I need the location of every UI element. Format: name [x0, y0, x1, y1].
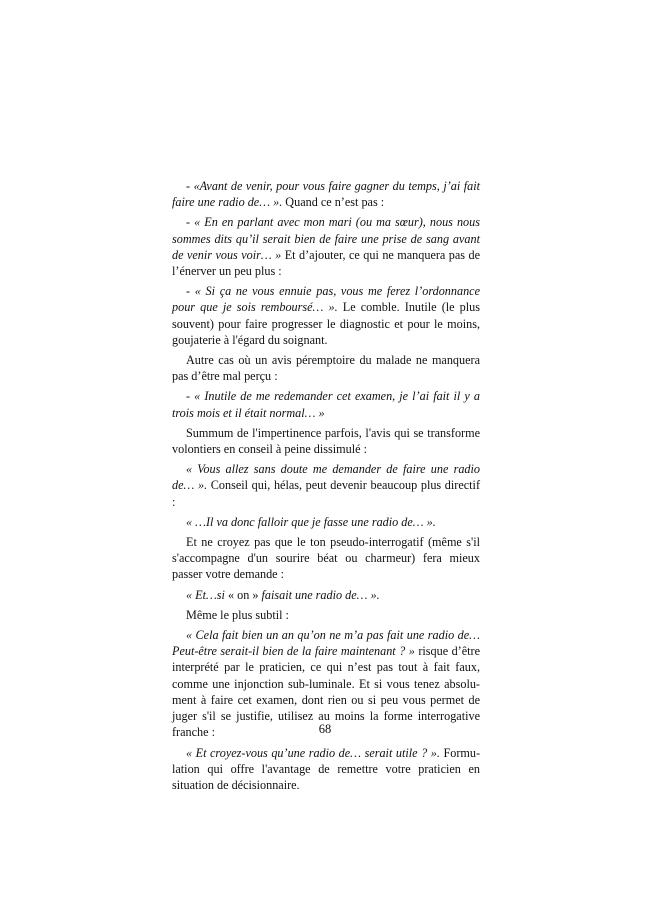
page-number: 68 — [318, 722, 332, 736]
paragraph — [172, 214, 480, 279]
paragraph — [172, 425, 480, 457]
narrative-text: Et ne croyez pas que le ton pseudo-interrogatif (même s'il s'accompagne d'un sourire béat ou charmeur) fera mieux passer votre demande : — [172, 535, 480, 582]
narrative-text: risque d’être interprété par le praticien, ce qui n’est pas tout à fait faux, comme une injonction sub-luminale. Et si vous tenez absolu-ment à faire cet examen, dont rien ou si peu vous permet de juger s'il se justifie, utilisez au moins la forme interrogative franche : — [172, 644, 480, 740]
narrative-text: Conseil qui, hélas, peut devenir beaucoup plus directif : — [172, 478, 480, 509]
narrative-text: Quand ce n’est pas : — [282, 195, 385, 210]
quoted-speech: faisait une radio de… ». — [261, 587, 380, 602]
quoted-speech: - « Si ça ne vous ennuie pas, vous me ferez l’ordonnance pour que je sois remboursé… ». — [172, 284, 480, 315]
quoted-speech: « Cela fait bien un an qu’on ne m’a pas fait une radio de… Peut-être serait-il bien de la faire maintenant ? » — [172, 628, 480, 659]
narrative-text: Formu-lation qui offre l'avantage de remettre votre praticien en situation de décisionnaire. — [172, 745, 481, 792]
paragraph — [172, 178, 480, 210]
paragraph — [172, 745, 480, 794]
quoted-speech: « Et…si — [186, 587, 225, 602]
paragraph — [172, 587, 480, 603]
paragraph — [172, 461, 480, 510]
body-text — [172, 178, 480, 797]
quoted-speech: - «Avant de venir, pour vous faire gagner du temps, j’ai fait faire une radio de… ». — [172, 179, 480, 210]
paragraph — [172, 534, 480, 583]
narrative-text: « on » — [224, 587, 262, 602]
paragraph — [172, 352, 480, 384]
quoted-speech: « Vous allez sans doute me demander de faire une radio de… ». — [172, 462, 480, 493]
narrative-text: Même le plus subtil : — [186, 607, 289, 622]
quoted-speech: - « Inutile de me redemander cet examen, je l’ai fait il y a trois mois et il était normal… » — [172, 389, 480, 420]
quoted-speech: « …Il va donc falloir que je fasse une radio de… ». — [186, 514, 436, 529]
paragraph — [172, 283, 480, 348]
quoted-speech: - « En en parlant avec mon mari (ou ma sœur), nous nous sommes dits qu’il serait bien de faire une prise de sang avant de venir vous voir… » — [172, 215, 480, 262]
quoted-speech: « Et croyez-vous qu’une radio de… serait utile ? ». — [186, 745, 440, 760]
paragraph — [172, 607, 480, 623]
paragraph — [172, 514, 480, 530]
narrative-text: Le comble. Inutile (le plus souvent) pour faire progresser le diagnostic et pour le moins, goujaterie à l'égard du soignant. — [172, 300, 480, 347]
paragraph — [172, 388, 480, 420]
narrative-text: Autre cas où un avis péremptoire du malade ne manquera pas d’être mal perçu : — [172, 353, 480, 384]
narrative-text: Summum de l'impertinence parfois, l'avis qui se transforme volontiers en conseil à peine dissimulé : — [172, 425, 480, 457]
narrative-text: Et d’ajouter, ce qui ne manquera pas de l’énerver un peu plus : — [172, 247, 480, 279]
